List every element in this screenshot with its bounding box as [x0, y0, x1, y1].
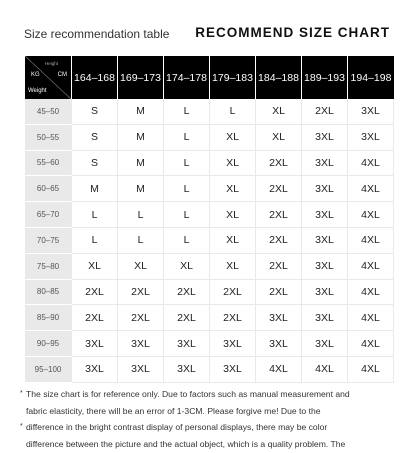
- size-cell: 3XL: [210, 331, 256, 357]
- size-cell: 3XL: [256, 331, 302, 357]
- weight-row-label: 55–60: [25, 151, 72, 177]
- weight-row-label: 90–95: [25, 331, 72, 357]
- size-cell: L: [164, 202, 210, 228]
- asterisk-icon: *: [20, 390, 23, 397]
- size-cell: XL: [118, 254, 164, 280]
- table-row: [25, 331, 394, 357]
- size-cell: L: [118, 228, 164, 254]
- size-cell: 3XL: [302, 331, 348, 357]
- weight-row-label: 95–100: [25, 357, 72, 383]
- size-cell: 3XL: [302, 202, 348, 228]
- note-line: [20, 386, 410, 403]
- height-column-header: 184–188: [256, 56, 302, 99]
- weight-row-label: 75–80: [25, 254, 72, 280]
- size-cell: 4XL: [348, 357, 394, 383]
- note-text: The size chart is for reference only. Due to factors such as manual measurement and: [26, 389, 350, 399]
- note-line: [20, 403, 410, 420]
- size-cell: XL: [256, 99, 302, 125]
- size-cell: L: [210, 99, 256, 125]
- note-text: difference between the picture and the actual object, which is a quality problem. The: [26, 438, 346, 449]
- size-cell: L: [164, 99, 210, 125]
- table-row: [25, 202, 394, 228]
- corner-right-label: CM: [57, 72, 67, 78]
- table-row: [25, 99, 394, 125]
- size-cell: L: [118, 202, 164, 228]
- size-cell: 4XL: [348, 151, 394, 177]
- size-cell: 4XL: [348, 280, 394, 306]
- size-cell: 2XL: [256, 151, 302, 177]
- size-cell: XL: [210, 254, 256, 280]
- page-header: [0, 0, 416, 56]
- weight-row-label: 50–55: [25, 125, 72, 151]
- weight-row-label: 85–90: [25, 305, 72, 331]
- size-cell: 3XL: [302, 228, 348, 254]
- table-row: [25, 228, 394, 254]
- size-cell: XL: [164, 254, 210, 280]
- size-cell: 3XL: [302, 151, 348, 177]
- size-cell: 2XL: [118, 280, 164, 306]
- size-cell: 2XL: [256, 176, 302, 202]
- size-cell: 3XL: [302, 254, 348, 280]
- table-row: [25, 305, 394, 331]
- size-cell: M: [118, 151, 164, 177]
- size-cell: S: [72, 125, 118, 151]
- size-cell: 3XL: [118, 357, 164, 383]
- size-cell: 3XL: [302, 305, 348, 331]
- size-cell: L: [164, 228, 210, 254]
- height-column-header: 179–183: [210, 56, 256, 99]
- size-cell: 2XL: [210, 280, 256, 306]
- height-column-header: 164–168: [72, 56, 118, 99]
- size-cell: 2XL: [256, 228, 302, 254]
- size-cell: L: [164, 151, 210, 177]
- size-cell: XL: [210, 151, 256, 177]
- weight-row-label: 80–85: [25, 280, 72, 306]
- size-cell: 4XL: [348, 305, 394, 331]
- size-cell: M: [118, 125, 164, 151]
- size-cell: 2XL: [72, 280, 118, 306]
- note-line: [20, 436, 410, 453]
- size-cell: L: [72, 228, 118, 254]
- size-cell: 4XL: [302, 357, 348, 383]
- table-row: [25, 254, 394, 280]
- table-row: [25, 151, 394, 177]
- size-cell: S: [72, 99, 118, 125]
- note-text: difference in the bright contrast display of personal displays, there may be color: [26, 422, 328, 432]
- asterisk-icon: *: [20, 423, 23, 430]
- table-row: [25, 357, 394, 383]
- corner-left-label: KG: [31, 72, 40, 78]
- height-column-header: 174–178: [164, 56, 210, 99]
- corner-top-label: Height: [45, 61, 59, 66]
- size-cell: 3XL: [256, 305, 302, 331]
- size-notes: [20, 386, 410, 452]
- size-cell: 3XL: [118, 331, 164, 357]
- size-cell: XL: [256, 125, 302, 151]
- size-cell: M: [118, 176, 164, 202]
- size-cell: 2XL: [164, 305, 210, 331]
- size-cell: XL: [210, 228, 256, 254]
- size-cell: 3XL: [348, 99, 394, 125]
- size-cell: M: [118, 99, 164, 125]
- size-cell: 2XL: [118, 305, 164, 331]
- corner-cell: [25, 56, 72, 99]
- size-cell: XL: [210, 125, 256, 151]
- weight-row-label: 70–75: [25, 228, 72, 254]
- size-cell: L: [164, 125, 210, 151]
- size-cell: 2XL: [256, 280, 302, 306]
- note-line: [20, 419, 410, 436]
- size-cell: S: [72, 151, 118, 177]
- weight-row-label: 60–65: [25, 176, 72, 202]
- size-cell: XL: [210, 202, 256, 228]
- size-cell: 4XL: [256, 357, 302, 383]
- size-cell: 3XL: [164, 357, 210, 383]
- table-row: [25, 176, 394, 202]
- size-chart-table: [25, 56, 394, 383]
- weight-row-label: 45–50: [25, 99, 72, 125]
- size-cell: 2XL: [164, 280, 210, 306]
- weight-row-label: 65–70: [25, 202, 72, 228]
- size-cell: 3XL: [72, 357, 118, 383]
- height-column-header: 189–193: [302, 56, 348, 99]
- size-cell: 3XL: [302, 280, 348, 306]
- table-row: [25, 125, 394, 151]
- size-cell: 2XL: [256, 202, 302, 228]
- table-subtitle: Size recommendation table: [24, 27, 170, 41]
- size-cell: 3XL: [348, 125, 394, 151]
- size-cell: 3XL: [302, 176, 348, 202]
- size-cell: 4XL: [348, 331, 394, 357]
- size-cell: 3XL: [302, 125, 348, 151]
- size-cell: 4XL: [348, 176, 394, 202]
- height-column-header: 194–198: [348, 56, 394, 99]
- size-cell: 3XL: [72, 331, 118, 357]
- page-title: RECOMMEND SIZE CHART: [195, 25, 390, 40]
- size-cell: 2XL: [302, 99, 348, 125]
- table-body: [25, 99, 394, 383]
- size-cell: 3XL: [210, 357, 256, 383]
- size-cell: 2XL: [210, 305, 256, 331]
- table-row: [25, 280, 394, 306]
- size-cell: 4XL: [348, 228, 394, 254]
- size-cell: L: [72, 202, 118, 228]
- size-cell: XL: [210, 176, 256, 202]
- size-cell: 3XL: [164, 331, 210, 357]
- size-cell: 4XL: [348, 202, 394, 228]
- note-text: fabric elasticity, there will be an error of 1-3CM. Please forgive me! Due to the: [26, 405, 321, 416]
- height-column-header: 169–173: [118, 56, 164, 99]
- corner-bottom-label: Weight: [28, 88, 47, 94]
- size-cell: 4XL: [348, 254, 394, 280]
- size-cell: 2XL: [72, 305, 118, 331]
- size-cell: M: [72, 176, 118, 202]
- size-cell: L: [164, 176, 210, 202]
- size-cell: XL: [72, 254, 118, 280]
- size-cell: 2XL: [256, 254, 302, 280]
- table-header-row: [25, 56, 394, 99]
